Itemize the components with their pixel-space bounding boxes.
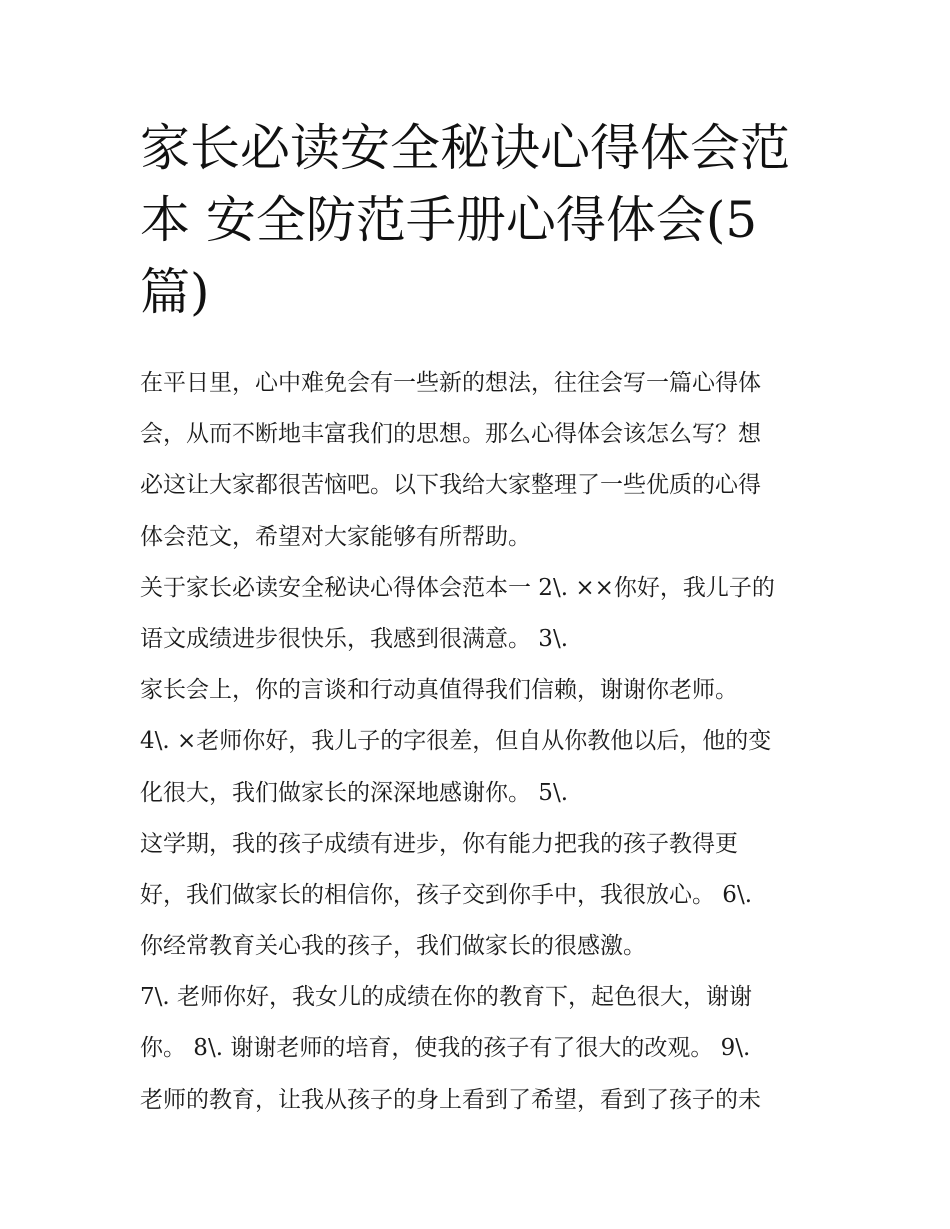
body-line: 这学期，我的孩子成绩有进步，你有能力把我的孩子教得更 <box>140 830 738 857</box>
body-line: 你。 8\. 谢谢老师的培育，使我的孩子有了很大的改观。 9\. <box>140 1035 751 1062</box>
body-line: 会，从而不断地丰富我们的思想。那么心得体会该怎么写？想 <box>140 421 761 448</box>
title-line-1: 家长必读安全秘诀心得体会范 <box>140 119 790 177</box>
body-line: 化很大，我们做家长的深深地感谢你。 5\. <box>140 779 569 806</box>
body-line: 家长会上，你的言谈和行动真值得我们信赖，谢谢你老师。 <box>140 677 738 704</box>
title-line-3: 篇) <box>140 263 210 321</box>
body-line: 在平日里，心中难免会有一些新的想法，往往会写一篇心得体 <box>140 370 761 396</box>
body-line: 老师的教育，让我从孩子的身上看到了希望，看到了孩子的未 <box>140 1086 761 1113</box>
body-line: 语文成绩进步很快乐，我感到很满意。 3\. <box>140 625 569 652</box>
body-line: 必这让大家都很苦恼吧。以下我给大家整理了一些优质的心得 <box>140 472 761 499</box>
body-line: 关于家长必读安全秘诀心得体会范本一 2\. ××你好，我儿子的 <box>140 574 775 601</box>
title-line-2: 本 安全防范手册心得体会(5 <box>140 191 758 249</box>
body-line: 4\. ×老师你好，我儿子的字很差，但自从你教他以后，他的变 <box>140 728 772 755</box>
document-body <box>140 358 830 1126</box>
body-line: 你经常教育关心我的孩子，我们做家长的很感激。 <box>140 933 646 960</box>
document-title <box>140 112 820 328</box>
body-line: 7\. 老师你好，我女儿的成绩在你的教育下，起色很大，谢谢 <box>140 984 753 1011</box>
body-line: 好，我们做家长的相信你，孩子交到你手中，我很放心。 6\. <box>140 881 753 908</box>
body-line: 体会范文，希望对大家能够有所帮助。 <box>140 523 531 550</box>
